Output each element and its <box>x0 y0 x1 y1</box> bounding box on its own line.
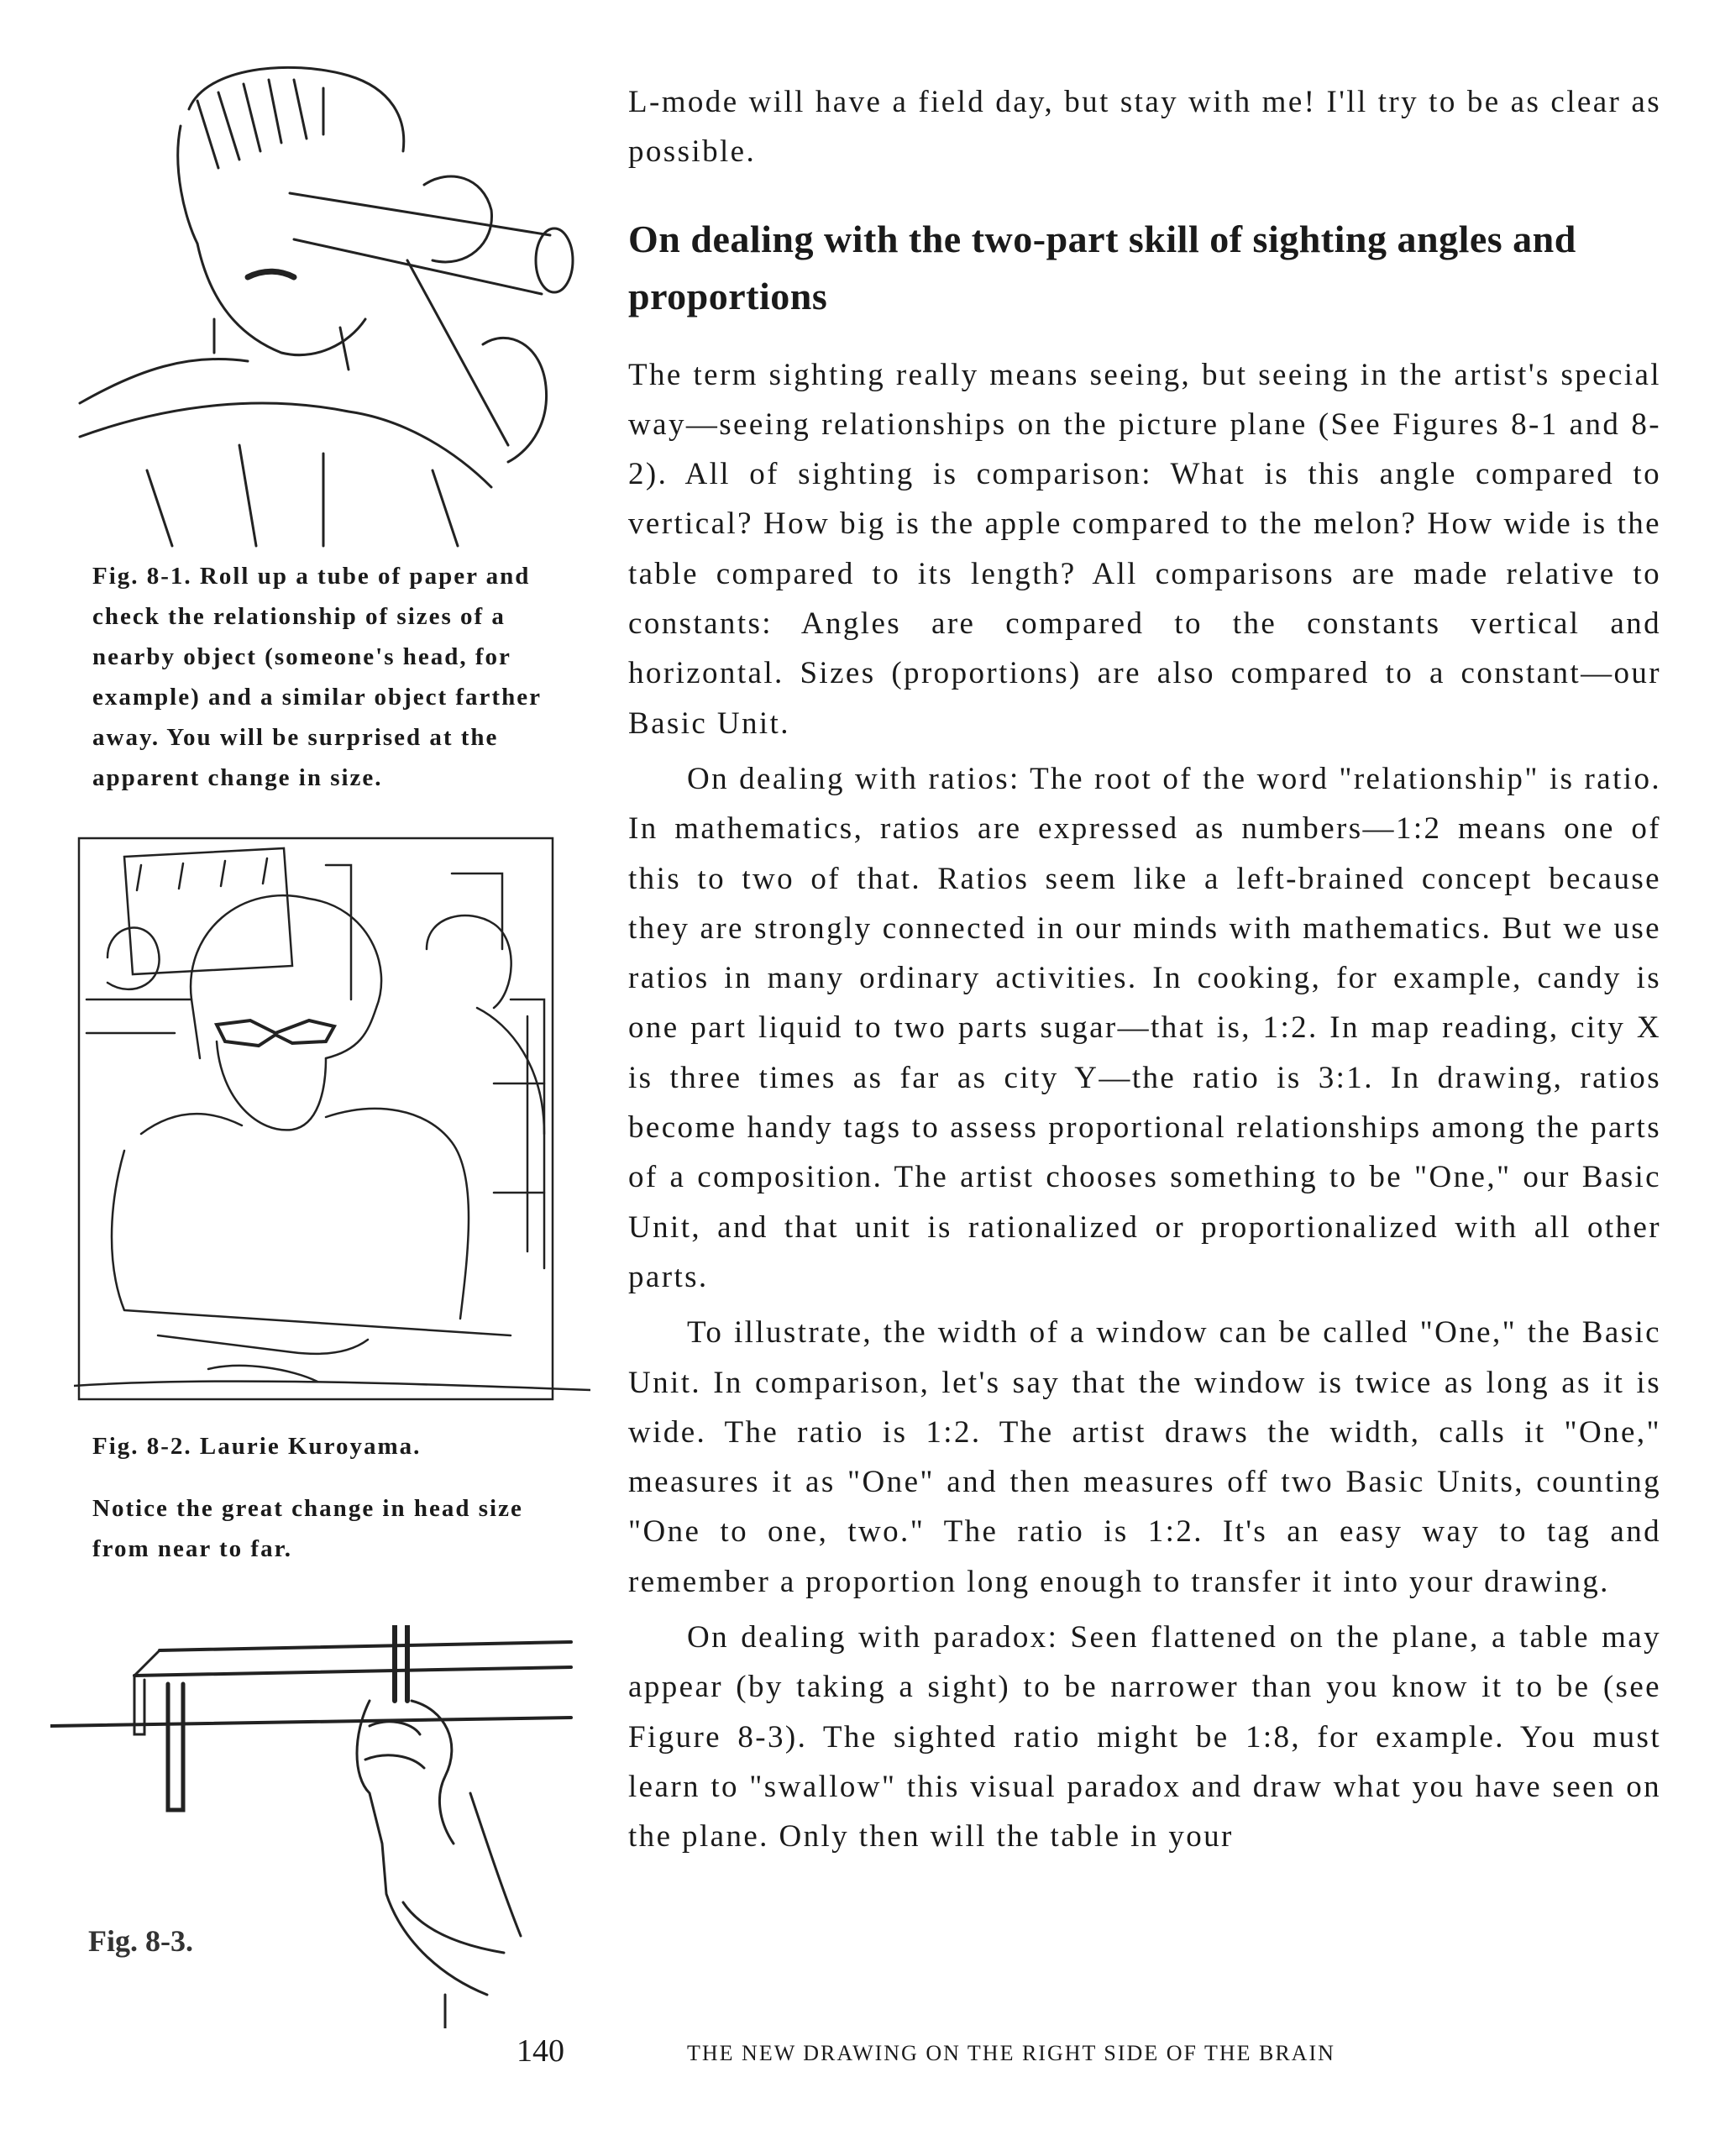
classroom-drawing <box>74 831 590 1411</box>
body-paragraph-window: To illustrate, the width of a window can be called "One," the Basic Unit. In comparison, let's say that the window is twice as long as it is wide. The ratio is 1:2. The artist draws the width, calls it "One," measures it as "One" and then measures off two Basic Units, counting "One to one, two." The ratio is 1:2. It's an easy way to tag and remember a proportion long enough to transfer it into your drawing. <box>628 1315 1661 1599</box>
fig2-caption-note: Notice the great change in head size from near to far. <box>92 1495 523 1562</box>
fig2-illustration <box>74 831 590 1411</box>
section-heading: On dealing with the two-part skill of sighting angles and proportions <box>628 217 1576 317</box>
body-paragraph-sighting: The term sighting really means seeing, but seeing in the artist's special way—seeing relationships on the picture plane (See Figures 8-1 and 8-2). All of sighting is comparison: What is this angle compared to vertical? How big is the apple compared to the melon? How wide is the table compared to its length? All comparisons are made relative to constants: Angles are compared to the constants vertical and horizontal. Sizes (proportions) are also compared to a constant—our Basic Unit. <box>628 357 1661 741</box>
page-number: 140 <box>517 2033 564 2069</box>
fig3-illustration <box>50 1625 579 2028</box>
fig1-illustration <box>71 50 592 550</box>
body-paragraph-ratios: On dealing with ratios: The root of the word "relationship" is ratio. In mathematics, ratios are expressed as numbers—1:2 means one of this to two of that. Ratios seem like a left-brained concept because they are strongly connected in our minds with mathematics. But we use ratios in many ordinary activities. In cooking, for example, candy is one part liquid to two parts sugar—that is, 1:2. In map reading, city X is three times as far as city Y—the ratio is 3:1. In drawing, ratios become handy tags to assess proportional relationships among the parts of a composition. The artist chooses something to be "One," our Basic Unit, and that unit is rationalized or proportionalized with all other parts. <box>628 761 1661 1294</box>
body-paragraph-paradox: On dealing with paradox: Seen flattened on the plane, a table may appear (by taking a sight) to be narrower than you know it to be (see Figure 8-3). The sighted ratio might be 1:8, for example. You must learn to "swallow" this visual paradox and draw what you have seen on the plane. Only then will the table in your <box>628 1620 1661 1854</box>
hand-sighting-table-drawing <box>50 1625 579 2028</box>
fig1-caption: Fig. 8-1. Roll up a tube of paper and check the relationship of sizes of a nearby object (someone's head, for example) and a similar object farther away. You will be surprised at the apparent change in size. <box>92 563 542 791</box>
fig3-label: Fig. 8-3. <box>88 1924 193 1958</box>
man-sighting-drawing <box>71 50 592 550</box>
running-head: THE NEW DRAWING ON THE RIGHT SIDE OF THE BRAIN <box>687 2041 1335 2065</box>
main-text-column <box>628 77 1661 1862</box>
intro-paragraph: L-mode will have a field day, but stay with me! I'll try to be as clear as possible. <box>628 85 1661 170</box>
fig2-caption-title: Fig. 8-2. Laurie Kuroyama. <box>92 1433 422 1460</box>
